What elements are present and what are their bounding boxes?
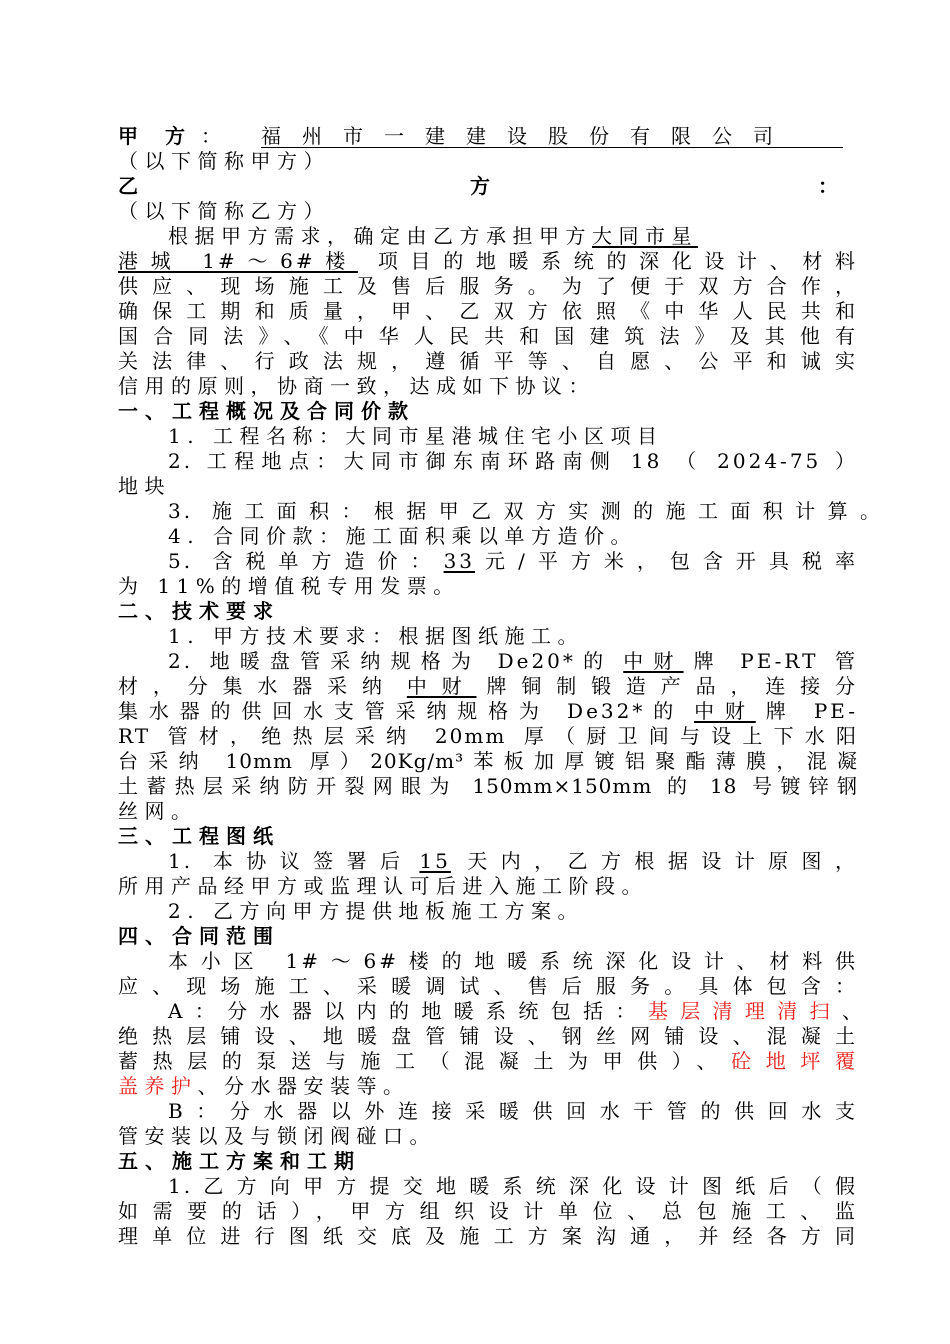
s4-line-6 (118, 1074, 858, 1099)
s5-line-3: 理单位进行图纸交底及施工方案沟通，并经各方同 (118, 1224, 858, 1248)
section-5-title: 五、施工方案和工期 (118, 1149, 361, 1173)
s1-item-4: 4. 合同价款：施工面积乘以单方造价。 (168, 524, 637, 548)
s4-line-5 (118, 1049, 858, 1074)
spec-text: 材，分集水器采纳 (118, 674, 397, 698)
s4-line-1: 本小区 1#～6#楼的地暖系统深化设计、材料供 (168, 949, 858, 973)
intro-line-6: 关法律、行政法规，遵循平等、自愿、公平和诚实 (118, 349, 858, 373)
design-days: 15 (419, 849, 451, 873)
section-2-title: 二、技术要求 (118, 599, 280, 623)
intro-line-2 (118, 249, 858, 274)
party-b-colon: ： (818, 174, 845, 198)
spec-text: 牌铜制锻造产品，连接分 (486, 674, 859, 698)
spec-text: 2. 地暖盘管采纳规格为 De20*的 (168, 649, 614, 673)
s1-item-3: 3. 施工面积：根据甲乙双方实测的施工面积计算。 (168, 499, 883, 523)
s4-text: A：分水器以内的地暖系统包括： (168, 999, 648, 1023)
s3-item-2: 2. 乙方向甲方提供地板施工方案。 (168, 899, 584, 923)
section-3-title: 三、工程图纸 (118, 824, 280, 848)
s1-item-5-cont: 为 11%的增值税专用发票。 (118, 574, 460, 598)
unit-price: 33 (443, 549, 476, 573)
intro-line-7: 信用的原则，协商一致，达成如下协议： (118, 374, 595, 398)
s2-line-3 (118, 699, 858, 724)
spec-text: 牌 PE- (765, 699, 859, 723)
brand-name: 中财 (623, 649, 684, 673)
price-unit: 元/平方米，包含开具税率 (475, 549, 858, 573)
intro-line-5: 国合同法》、《中华人民共和国建筑法》及其他有 (118, 324, 858, 348)
party-a-line (118, 124, 858, 149)
spec-text: 牌 PE-RT 管 (693, 649, 858, 673)
s2-line-7: 丝网。 (118, 799, 198, 823)
party-b-mid: 方 (470, 174, 497, 198)
highlight-text: 基层清理清扫 (647, 999, 842, 1023)
s3-item-1 (118, 849, 858, 874)
party-b-line (118, 174, 858, 199)
party-a-note: （以下简称甲方） (118, 149, 330, 173)
intro-text: 项目的地暖系统的深化设计、材料 (377, 249, 859, 273)
intro-line-4: 确保工期和质量，甲、乙双方依照《中华人民共和 (118, 299, 858, 323)
project-name-cont: 港城 1#～6#楼 (118, 249, 358, 273)
spec-text: 集水器的供回水支管采纳规格为 De32*的 (118, 699, 685, 723)
party-b-label: 乙 (118, 174, 145, 198)
party-b-note: （以下简称乙方） (118, 199, 330, 223)
s5-line-1: 1.乙方向甲方提交地暖系统深化设计图纸后（假 (168, 1174, 858, 1198)
party-a-label: 甲 方 (118, 124, 195, 148)
brand-name: 中财 (694, 699, 756, 723)
project-name: 大同市星 (592, 224, 698, 248)
section-4-title: 四、合同范围 (118, 924, 280, 948)
s2-line-2 (118, 674, 858, 699)
s2-line-4: RT 管材，绝热层采纳 20mm 厚（厨卫间与设上下水阳 (118, 724, 858, 748)
s2-line-6: 土蓄热层采纳防开裂网眼为 150mm×150mm 的 18 号镀锌钢 (118, 774, 858, 798)
s3-text: 1. 本协议签署后 (168, 849, 414, 873)
s4-item-b: B：分水器以外连接采暖供回水干管的供回水支 (168, 1099, 858, 1123)
highlight-text: 盖养护 (118, 1074, 198, 1098)
brand-name: 中财 (406, 674, 477, 698)
s4-text: 、分水器安装等。 (197, 1074, 410, 1098)
s2-item-2 (118, 649, 858, 674)
intro-text: 根据甲方需求，确定由乙方承担甲方 (168, 224, 592, 248)
intro-line-3: 供应、现场施工及售后服务。为了便于双方合作， (118, 274, 858, 298)
s3-text: 天内，乙方根据设计原图， (456, 849, 858, 873)
s3-item-1-cont: 所用产品经甲方或监理认可后进入施工阶段。 (118, 874, 648, 898)
s4-text: 蓄热层的泵送与施工（混凝土为甲供）、 (118, 1049, 732, 1073)
s5-line-2: 如需要的话），甲方组织设计单位、总包施工、监 (118, 1199, 858, 1223)
s1-item-1: 1. 工程名称：大同市星港城住宅小区项目 (168, 424, 664, 448)
s4-line-4: 绝热层铺设、地暖盘管铺设、钢丝网铺设、混凝土 (118, 1024, 858, 1048)
intro-line-1 (118, 224, 858, 249)
s1-item-5 (118, 549, 858, 574)
party-a-colon: ： (200, 124, 231, 148)
s1-item-2: 2. 工程地点：大同市御东南环路南侧 18 （ 2024-75 ） (168, 449, 858, 473)
party-a-name: 福州市一建建设股份有限公司 (261, 125, 843, 148)
price-label: 5. 含税单方造价： (168, 549, 444, 573)
s2-item-1: 1. 甲方技术要求：根据图纸施工。 (168, 624, 584, 648)
section-1-title: 一、工程概况及合同价款 (118, 399, 415, 423)
s4-line-2: 应、现场施工、采暖调试、售后服务。具体包含： (118, 974, 858, 998)
s4-item-a (118, 999, 865, 1024)
s1-item-2-cont: 地块 (118, 474, 171, 498)
s2-line-5: 台采纳 10mm 厚）20Kg/m³苯板加厚镀铝聚酯薄膜，混凝 (118, 749, 858, 773)
s4-item-b-cont: 管安装以及与锁闭阀碰口。 (118, 1124, 436, 1148)
s4-text: 、 (842, 999, 865, 1023)
highlight-text: 砼地坪覆 (731, 1049, 859, 1073)
